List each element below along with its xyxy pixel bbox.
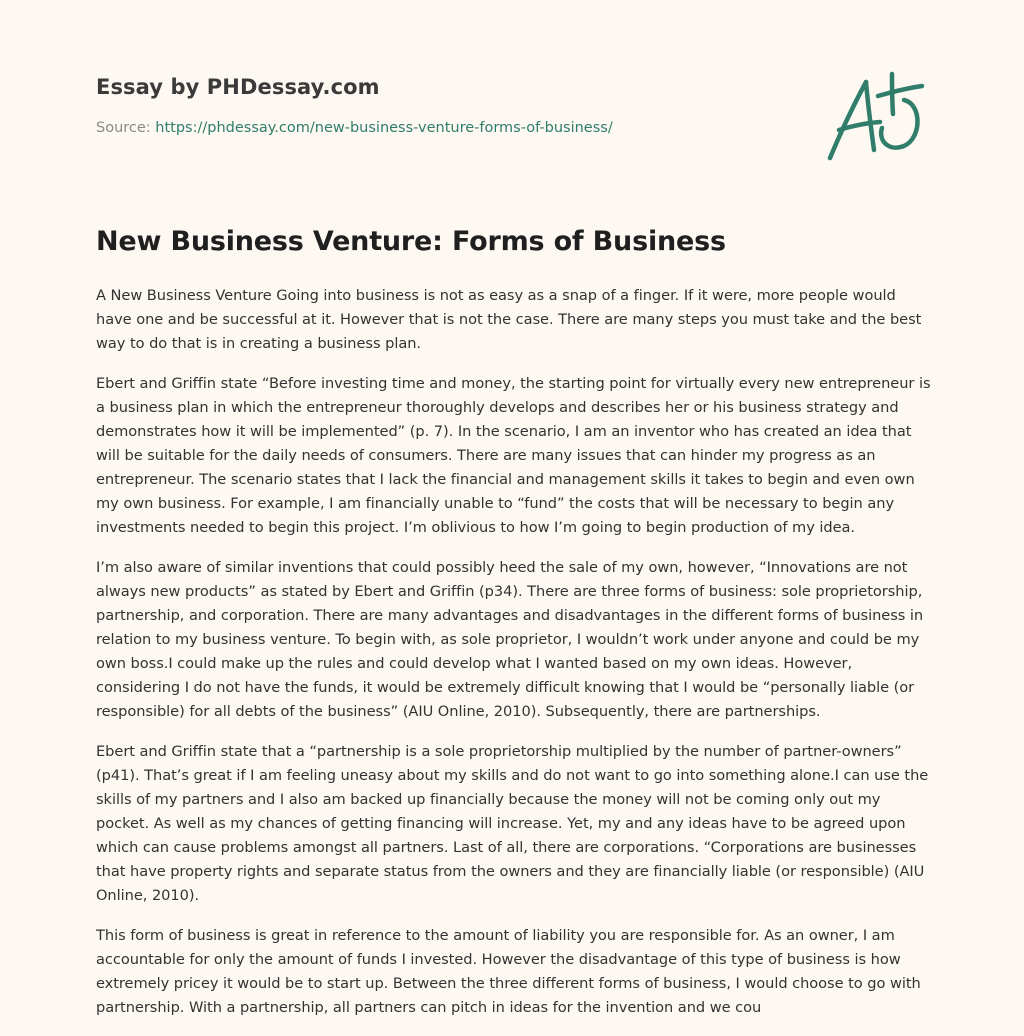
- essay-header: [96, 75, 816, 136]
- source-label: Source:: [96, 120, 151, 136]
- page-title: New Business Venture: Forms of Business: [96, 226, 726, 257]
- paragraph: This form of business is great in reference to the amount of liability you are responsible for. As an owner, I am accountable for only the amount of funds I invested. However the disadvantage of this type of business is how extremely pricey it would be to start up. Between the three different forms of business, I would choose to go with partnership. With a partnership, all partners can pitch in ideas for the invention and we cou: [96, 927, 921, 1016]
- a-plus-logo-icon: [822, 66, 930, 166]
- paragraph: Ebert and Griffin state “Before investing time and money, the starting point for virtually every new entrepreneur is a business plan in which the entrepreneur thoroughly develops and describes her or his business strategy and demonstrates how it will be implemented” (p. 7). In the scenario, I am an inventor who has created an idea that will be suitable for the daily needs of consumers. There are many issues that can hinder my progress as an entrepreneur. The scenario states that I lack the financial and management skills it takes to begin and even own my own business. For example, I am financially unable to “fund” the costs that will be necessary to begin any investments needed to begin this project. I’m oblivious to how I’m going to begin production of my idea.: [96, 375, 931, 536]
- article-body: [96, 284, 934, 1036]
- site-brand: Essay by PHDessay.com: [96, 75, 380, 99]
- paragraph: I’m also aware of similar inventions that could possibly heed the sale of my own, however, “Innovations are not always new products” as stated by Ebert and Griffin (p34). There are three forms of business: sole proprietorship, partnership, and corporation. There are many advantages and disadvantages in the different forms of business in relation to my business venture. To begin with, as sole proprietor, I wouldn’t work under anyone and could be my own boss.I could make up the rules and could develop what I wanted based on my own ideas. However, considering I do not have the funds, it would be extremely difficult knowing that I would be “personally liable (or responsible) for all debts of the business” (AIU Online, 2010). Subsequently, there are partnerships.: [96, 559, 924, 720]
- paragraph: Ebert and Griffin state that a “partnership is a sole proprietorship multiplied by the number of partner-owners” (p41). That’s great if I am feeling uneasy about my skills and do not want to go into something alone.I can use the skills of my partners and I also am backed up financially because the money will not be coming only out my pocket. As well as my chances of getting financing will increase. Yet, my and any ideas have to be agreed upon which can cause problems amongst all partners. Last of all, there are corporations. “Corporations are businesses that have property rights and separate status from the owners and they are financially liable (or responsible) (AIU Online, 2010).: [96, 743, 929, 904]
- source-link[interactable]: https://phdessay.com/new-business-venture-forms-of-business/: [155, 120, 613, 136]
- source-line: [96, 120, 816, 136]
- paragraph: A New Business Venture Going into business is not as easy as a snap of a finger. If it were, more people would have one and be successful at it. However that is not the case. There are many steps you must take and the best way to do that is in creating a business plan.: [96, 287, 922, 352]
